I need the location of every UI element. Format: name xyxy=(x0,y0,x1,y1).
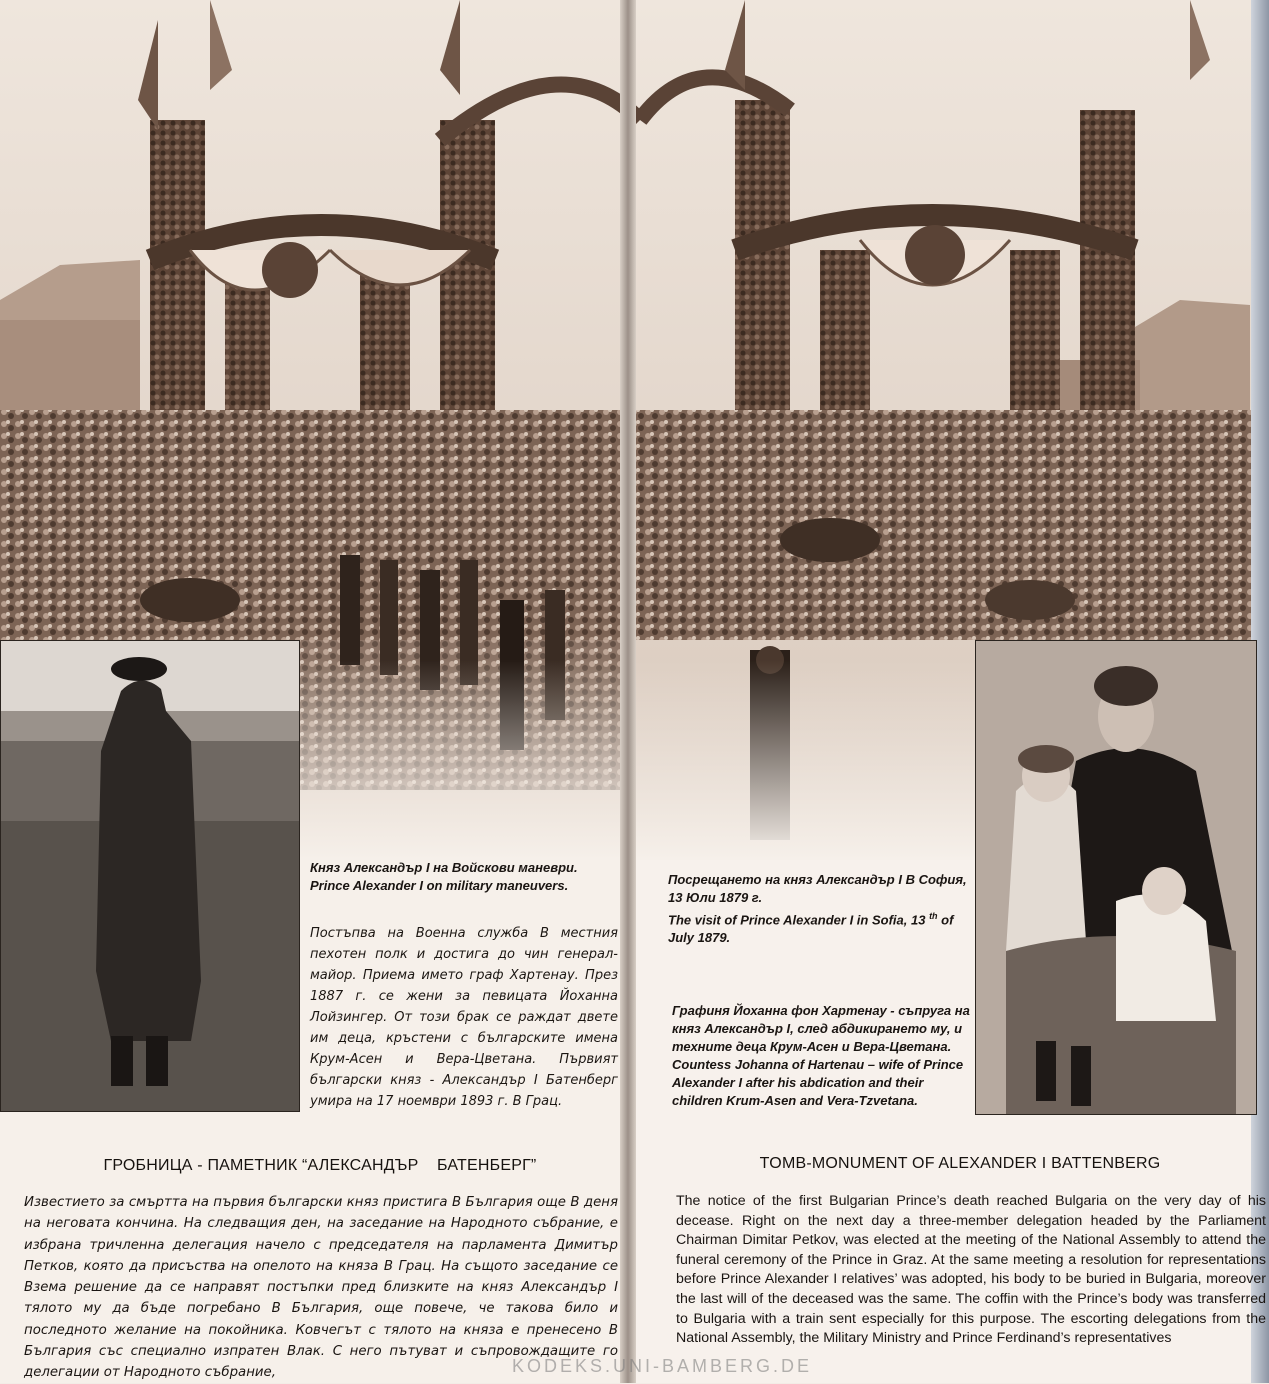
watermark: KODEKS.UNI-BAMBERG.DE xyxy=(512,1356,813,1376)
main-text-en: The notice of the first Bulgarian Prince’s death reached Bulgaria on the very day of his decease. Right on the next day a three-member delegation headed by the Parliament Chairman Dimitar Petkov, was elected at the meeting of the National Assembly to attend the funeral ceremony of the Prince in Graz. At the same meeting a resolution for representations before Prince Alexander I relatives’ was adopted, his body to be buried in Bulgaria, moreover the last will of the deceased was the same. The coffin with the Prince’s body was transferred to Bulgaria with a train sent especially for this purpose. The escorting delegations from the National Assembly, the Military Ministry and Prince Ferdinand’s representatives xyxy=(676,1193,1266,1347)
heading-en: TOMB-MONUMENT OF ALEXANDER I BATTENBERG xyxy=(759,1155,1161,1172)
caption-military-bg: Княз Александър I на Войскови маневри. xyxy=(310,860,578,875)
caption-visit-en-b: of July 1879. xyxy=(668,912,954,946)
book-gutter xyxy=(620,0,636,1383)
photo-prince-military-maneuvers xyxy=(0,640,300,1112)
caption-military-maneuvers xyxy=(310,859,620,895)
caption-family-en: Countess Johanna of Hartenau – wife of Prince Alexander I after his abdication and their children Krum-Asen and Vera-Tzvetana. xyxy=(672,1057,964,1108)
photo-countess-with-children xyxy=(975,640,1257,1115)
heading-bg: ГРОБНИЦА - ПАМЕТНИК “АЛЕКСАНДЪР БАТЕНБЕРГ” xyxy=(103,1157,537,1174)
caption-visit-bg: Посрещането на княз Александър I В София, 13 Юли 1879 г. xyxy=(668,872,967,905)
caption-visit-sofia xyxy=(668,871,968,947)
caption-countess-family xyxy=(672,1002,970,1110)
caption-visit-en-sup: th xyxy=(929,911,938,921)
bio-paragraph: Постъпва на Военна служба В местния пехотен полк и достига до чин генерал-майор. Приема името граф Хартенау. През 1887 г. се жени за певицата Йоханна Лойзингер. От този брак се раждат двете им деца, кръстени с българските имена Крум-Асен и Вера-Цветана. Първият български княз - Александър I Батенберг умира на 17 ноември 1893 г. В Грац. xyxy=(310,926,618,1109)
caption-visit-en xyxy=(668,907,968,947)
caption-family-bg: Графиня Йоханна фон Хартенау - съпруга на княз Александър I, след абдикирането му, и техните деца Крум-Асен и Вера-Цветана. xyxy=(672,1003,970,1054)
caption-military-en: Prince Alexander I on military maneuvers. xyxy=(310,878,569,893)
family-photo-illustration xyxy=(976,641,1256,1114)
main-text-bg: Известието за смъртта на първия български княз пристига В България още В деня на неговата кончина. На следващия ден, на заседание на Народното събрание, е избрана тричленна делегация начело с председателя на парламента Димитър Петков, която да присъства на опелото на княза В Грац. На същото заседание се Взема решение да се направят постъпки пред близките на княз Александър I тялото му да бъде погребано В България, още повече, че такова било и последното желание на покойника. Ковчегът с тялото на княза е пренесено В България със специално изпратен Влак. С него пътуват и съпровождащите го делегации от Народното събрание, xyxy=(24,1195,618,1381)
soldier-photo-illustration xyxy=(1,641,299,1111)
caption-visit-en-a: The visit of Prince Alexander I in Sofia, 13 xyxy=(668,912,926,928)
